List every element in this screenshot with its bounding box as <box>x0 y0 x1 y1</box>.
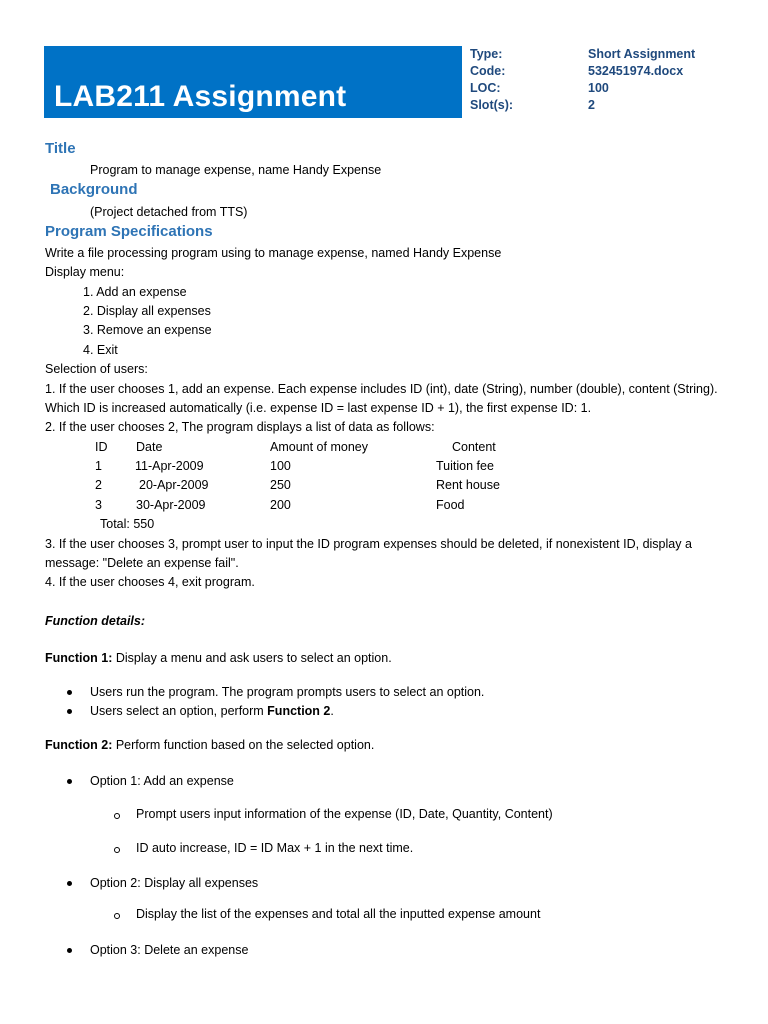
option-1-line: Option 1: Add an expense <box>90 774 234 788</box>
choice-3-line-1: 3. If the user chooses 3, prompt user to input the ID program expenses should be deleted, if nonexistent ID, display a <box>45 537 692 551</box>
meta-type: Type: Short Assignment <box>470 47 696 61</box>
bullet-dot-icon <box>67 881 72 886</box>
bullet-circle-icon <box>114 847 120 853</box>
meta-code: Code: 532451974.docx <box>470 64 684 78</box>
assignment-title: LAB211 Assignment <box>54 80 347 113</box>
choice-2-line: 2. If the user chooses 2, The program displays a list of data as follows: <box>45 420 435 434</box>
title-banner <box>44 46 462 118</box>
table-cell: 3 <box>95 498 102 512</box>
menu-item: 4. Exit <box>83 343 118 357</box>
table-header-amount: Amount of money <box>270 440 368 454</box>
table-cell: 11-Apr-2009 <box>135 459 204 473</box>
table-header-content: Content <box>452 440 496 454</box>
option-2-sub-1: Display the list of the expenses and total all the inputted expense amount <box>136 907 541 921</box>
option-2-line: Option 2: Display all expenses <box>90 876 259 890</box>
bullet-circle-icon <box>114 913 120 919</box>
table-cell: Rent house <box>436 478 500 492</box>
function-1-bullet: Users run the program. The program prompts users to select an option. <box>90 685 485 699</box>
table-cell: 200 <box>270 498 291 512</box>
title-text: Program to manage expense, name Handy Expense <box>90 163 382 177</box>
bullet-dot-icon <box>67 709 72 714</box>
table-cell: 20-Apr-2009 <box>139 478 209 492</box>
table-cell: 250 <box>270 478 291 492</box>
table-cell: 30-Apr-2009 <box>136 498 206 512</box>
option-1-sub-2: ID auto increase, ID = ID Max + 1 in the next time. <box>136 841 414 855</box>
menu-item: 2. Display all expenses <box>83 304 211 318</box>
function-1-line: Function 1: Display a menu and ask users to select an option. <box>45 651 392 665</box>
background-text: (Project detached from TTS) <box>90 205 248 219</box>
selection-label: Selection of users: <box>45 362 148 376</box>
assignment-meta <box>470 47 760 115</box>
option-3-line: Option 3: Delete an expense <box>90 943 249 957</box>
option-1-sub-1: Prompt users input information of the expense (ID, Date, Quantity, Content) <box>136 807 553 821</box>
table-cell: 2 <box>95 478 102 492</box>
table-cell: Food <box>436 498 465 512</box>
bullet-dot-icon <box>67 948 72 953</box>
function-2-line: Function 2: Perform function based on the selected option. <box>45 738 375 752</box>
title-heading: Title <box>45 140 76 157</box>
choice-1-line-1: 1. If the user chooses 1, add an expense. Each expense includes ID (int), date (String), number (double), content (String). <box>45 382 718 396</box>
bullet-dot-icon <box>67 690 72 695</box>
table-total: Total: 550 <box>100 517 155 531</box>
menu-item: 3. Remove an expense <box>83 323 212 337</box>
background-heading: Background <box>50 181 138 198</box>
table-header-id: ID <box>95 440 108 454</box>
table-cell: 100 <box>270 459 291 473</box>
table-cell: Tuition fee <box>436 459 494 473</box>
bullet-circle-icon <box>114 813 120 819</box>
function-details-heading: Function details: <box>45 614 145 628</box>
function-1-bullet: Users select an option, perform Function 2. <box>90 704 334 718</box>
meta-slots: Slot(s): 2 <box>470 98 595 112</box>
spec-intro: Write a file processing program using to manage expense, named Handy Expense <box>45 246 502 260</box>
meta-loc: LOC: 100 <box>470 81 609 95</box>
choice-3-line-2: message: "Delete an expense fail". <box>45 556 239 570</box>
menu-item: 1. Add an expense <box>83 285 187 299</box>
display-menu-label: Display menu: <box>45 265 125 279</box>
choice-1-line-2: Which ID is increased automatically (i.e. expense ID = last expense ID + 1), the first expense ID: 1. <box>45 401 592 415</box>
choice-4-line: 4. If the user chooses 4, exit program. <box>45 575 255 589</box>
table-cell: 1 <box>95 459 102 473</box>
spec-heading: Program Specifications <box>45 223 213 240</box>
bullet-dot-icon <box>67 779 72 784</box>
table-header-date: Date <box>136 440 163 454</box>
